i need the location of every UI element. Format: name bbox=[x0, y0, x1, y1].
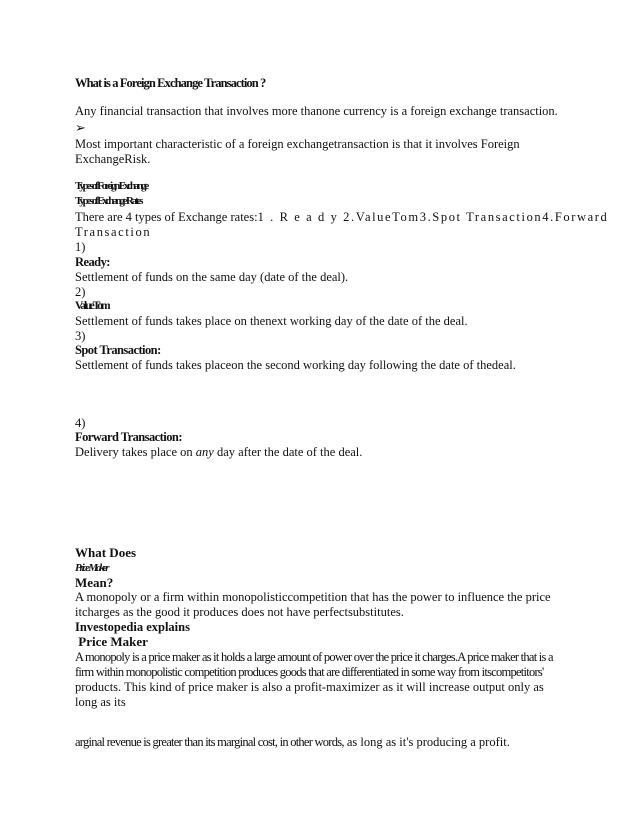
explanation-line1: A monopoly is a price maker as it holds a large amount of power over the price it charges.A price maker that is a bbox=[75, 650, 553, 664]
explanation-line2: firm within monopolistic competition produces goods that are differentiated in some way from itscompetitors' bbox=[75, 665, 544, 679]
price-maker-small-heading: Price Maker bbox=[75, 562, 108, 574]
types-list-line1 bbox=[75, 210, 608, 225]
item-number-3: 3) bbox=[75, 329, 86, 343]
ready-heading: Ready: bbox=[75, 255, 110, 269]
arrow-bullet-icon: ➢ bbox=[75, 120, 86, 135]
what-does-heading: What Does bbox=[75, 545, 137, 560]
item-number-2: 2) bbox=[75, 285, 86, 299]
final-line-start: arginal revenue is greater than its marginal cost, in other words, bbox=[75, 735, 344, 749]
final-line bbox=[75, 735, 510, 750]
explanation-line4: long as its bbox=[75, 695, 126, 709]
paragraph-characteristic-line1: Most important characteristic of a foreign exchangetransaction is that it involves Foreign bbox=[75, 137, 520, 151]
types-enumeration: 1 . R e a d y 2.ValueTom3.Spot Transaction4.Forward bbox=[257, 210, 609, 224]
paragraph-definition: Any financial transaction that involves more thanone currency is a foreign exchange transaction. bbox=[75, 104, 558, 118]
forward-heading: Forward Transaction: bbox=[75, 430, 182, 444]
types-list-line2: Transaction bbox=[75, 225, 152, 239]
spot-heading: Spot Transaction: bbox=[75, 343, 161, 357]
valuetom-text: Settlement of funds takes place on thenext working day of the date of the deal. bbox=[75, 314, 468, 328]
item-number-1: 1) bbox=[75, 240, 86, 254]
mean-heading: Mean? bbox=[75, 575, 114, 590]
forward-text-start: Delivery takes place on bbox=[75, 445, 196, 459]
ready-text: Settlement of funds on the same day (date of the deal). bbox=[75, 270, 349, 284]
item-number-4: 4) bbox=[75, 416, 86, 430]
definition-line1: A monopoly or a firm within monopolisticcompetition that has the power to influence the price bbox=[75, 590, 551, 604]
types-intro: There are 4 types of Exchange rates: bbox=[75, 210, 258, 224]
final-line-end: as long as it's producing a profit. bbox=[343, 735, 510, 749]
definition-line2: itcharges as the good it produces does not have perfectsubstitutes. bbox=[75, 605, 404, 619]
subheading-types-foreign-exchange: Types of Foreign Exchange bbox=[75, 180, 148, 192]
paragraph-characteristic-line2: ExchangeRisk. bbox=[75, 152, 151, 166]
explanation-line3: products. This kind of price maker is also a profit-maximizer as it will increase output only as bbox=[75, 680, 544, 694]
investopedia-explains: Investopedia explains bbox=[75, 620, 190, 634]
forward-text-emphasis: any bbox=[195, 445, 214, 459]
price-maker-heading: Price Maker bbox=[75, 634, 148, 649]
forward-text-end: day after the date of the deal. bbox=[213, 445, 363, 459]
valuetom-heading: ValueTom bbox=[75, 300, 109, 312]
subheading-types-exchange-rates: Types of Exchange Rates bbox=[75, 195, 142, 207]
forward-text bbox=[75, 445, 362, 460]
spot-text: Settlement of funds takes placeon the second working day following the date of thedeal. bbox=[75, 358, 516, 372]
heading-foreign-exchange-transaction: What is a Foreign Exchange Transaction ? bbox=[75, 76, 266, 90]
